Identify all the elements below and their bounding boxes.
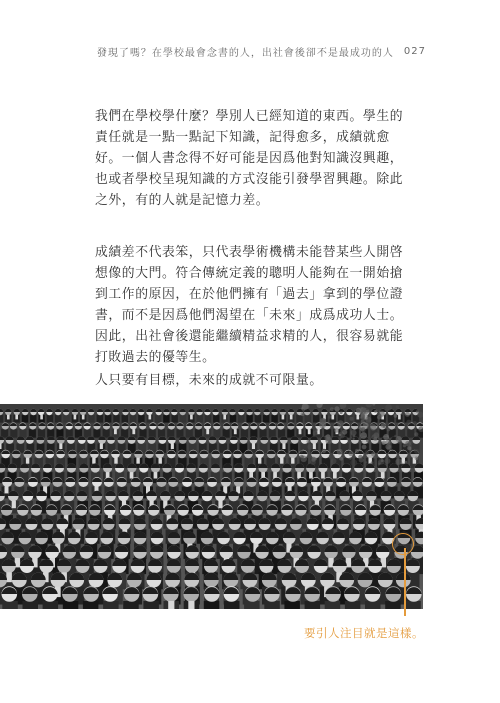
group-photo — [0, 404, 423, 609]
highlight-circle — [392, 533, 414, 555]
paragraph-1: 我們在學校學什麼？學別人已經知道的東西。學生的責任就是一點一點記下知識，記得愈多，成績就愈好。一個人書念得不好可能是因爲他對知識沒興趣，也或者學校呈現知識的方式沒能引發學習興趣。除此之外，有的人就是記憶力差。 — [95, 109, 404, 208]
callout-caption: 要引人注目就是這樣。 — [304, 626, 424, 640]
paragraph-2: 成績差不代表笨，只代表學術機構未能替某些人開啓想像的大門。符合傳統定義的聰明人能夠在一開始搶到工作的原因，在於他們擁有「過去」拿到的學位證書，而不是因爲他們渴望在「未來」成爲成功人士。因此，出社會後還能繼續精益求精的人，很容易就能打敗過去的優等生。 — [95, 245, 404, 365]
paragraph-3: 人只要有目標，未來的成就不可限量。 — [95, 373, 323, 388]
page-number: 027 — [403, 46, 426, 57]
header-title: 發現了嗎？在學校最會念書的人，出社會後卻不是最成功的人 — [96, 48, 394, 59]
group-photo-image — [0, 404, 423, 609]
callout-line — [404, 548, 406, 616]
running-header — [97, 44, 426, 59]
